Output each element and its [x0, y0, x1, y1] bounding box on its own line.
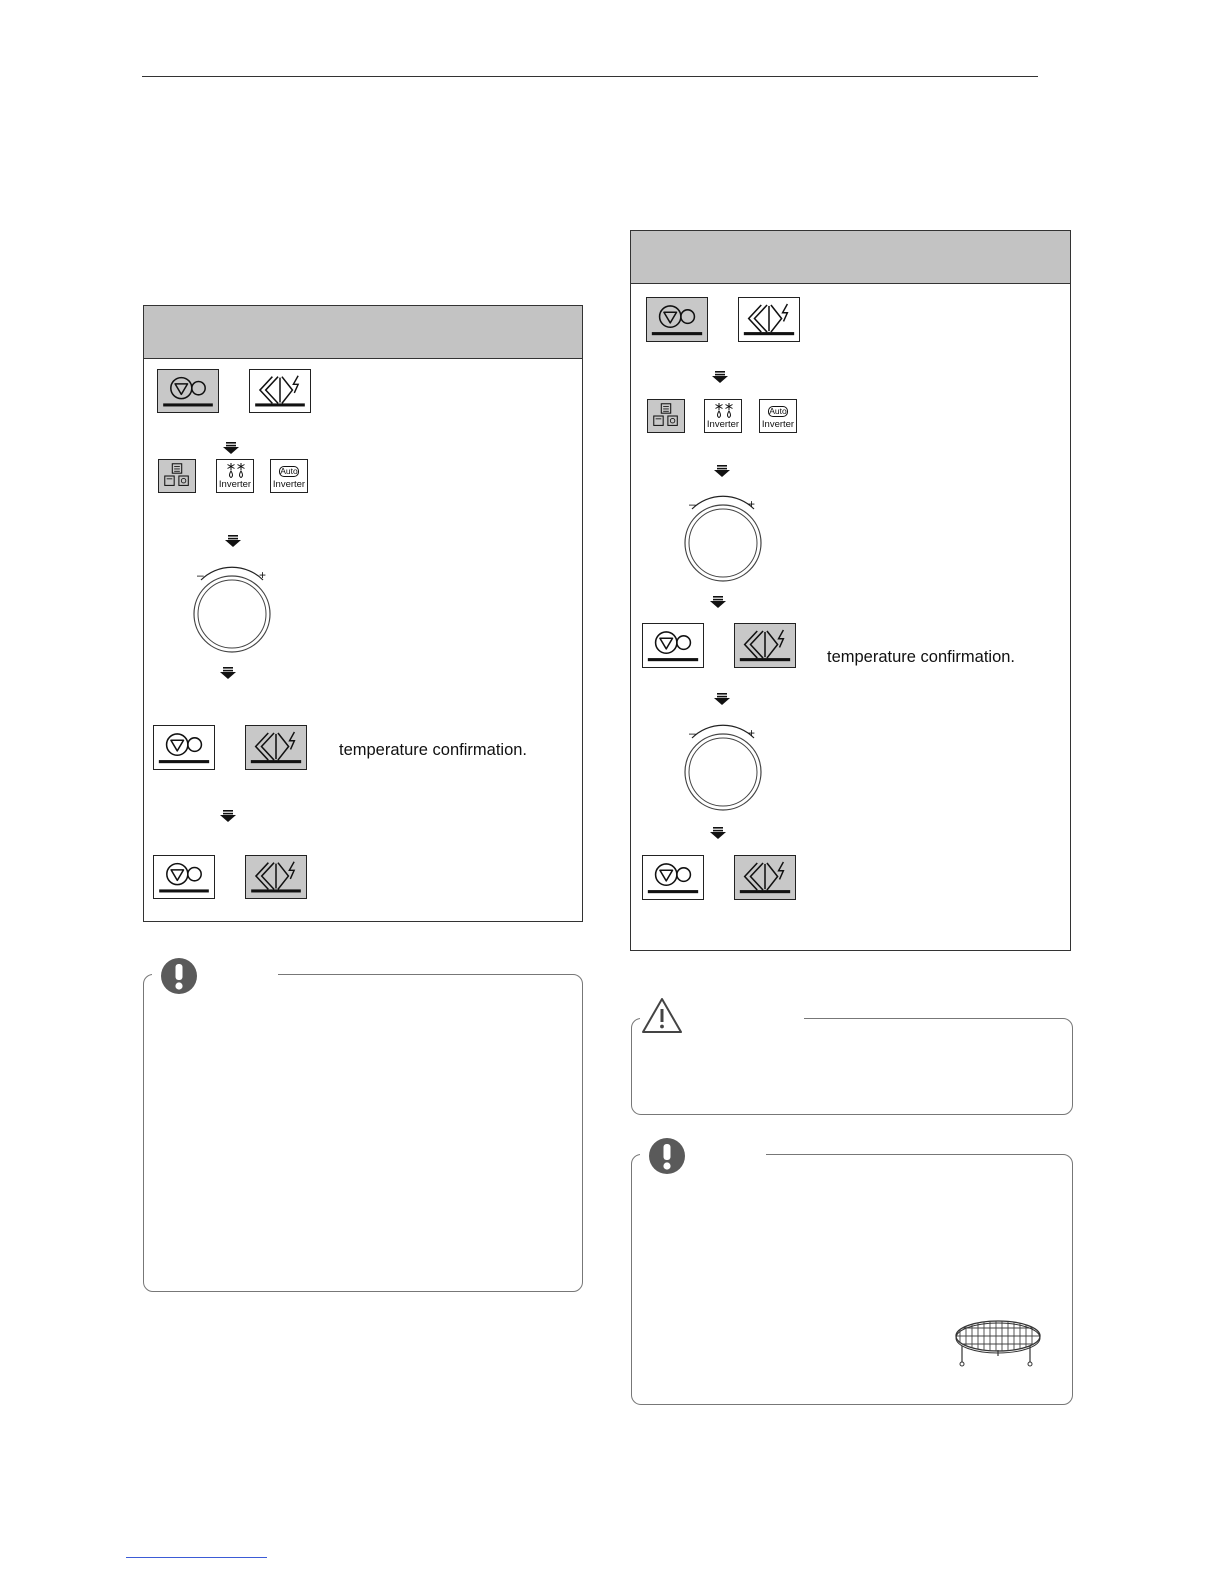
inverter-label: Inverter	[706, 419, 740, 430]
stop-clear-icon	[154, 856, 214, 898]
top-rule	[142, 76, 1038, 77]
stop-clear-icon	[647, 298, 707, 341]
start-icon	[735, 856, 795, 899]
start-icon	[250, 370, 310, 412]
stop-clear-button[interactable]	[153, 855, 215, 899]
stop-clear-button[interactable]	[157, 369, 219, 413]
snowflake-drop-icon	[217, 461, 255, 479]
dial-minus-sign: –	[689, 726, 696, 740]
step-arrow-icon	[712, 371, 728, 383]
inverter-label: Inverter	[761, 419, 795, 430]
step-arrow-icon	[710, 596, 726, 608]
exclamation-icon	[159, 956, 199, 996]
caution-box-right	[631, 1018, 1073, 1115]
inverter-defrost-button[interactable]	[216, 459, 254, 493]
left-cooking-panel	[143, 305, 583, 922]
step-arrow-icon	[223, 442, 239, 454]
dial-minus-sign: –	[197, 568, 204, 582]
grill-rack-illustration	[950, 1316, 1046, 1368]
stop-clear-icon	[643, 624, 703, 667]
oven-mode-button[interactable]	[158, 459, 196, 493]
temperature-confirmation-label: temperature confirmation.	[339, 741, 528, 759]
start-button[interactable]	[734, 855, 796, 900]
step-arrow-icon	[220, 810, 236, 822]
auto-badge: Auto	[280, 466, 298, 476]
inverter-label: Inverter	[218, 479, 252, 490]
dial-plus-sign: +	[259, 568, 267, 582]
left-panel-header	[144, 306, 582, 359]
inverter-label: Inverter	[272, 479, 306, 490]
right-panel-header	[631, 231, 1070, 284]
step-arrow-icon	[714, 465, 730, 477]
start-button[interactable]	[734, 623, 796, 668]
start-button[interactable]	[245, 725, 307, 770]
dial-plus-sign: +	[748, 726, 756, 740]
stop-clear-button[interactable]	[642, 623, 704, 668]
start-button[interactable]	[249, 369, 311, 413]
dial-knob[interactable]	[187, 564, 277, 654]
stop-clear-icon	[154, 726, 214, 769]
stop-clear-icon	[643, 856, 703, 899]
grill-rack-icon	[950, 1316, 1046, 1368]
stop-clear-button[interactable]	[153, 725, 215, 770]
start-button[interactable]	[738, 297, 800, 342]
oven-mode-button[interactable]	[647, 399, 685, 433]
stop-clear-icon	[158, 370, 218, 412]
step-arrow-icon	[225, 535, 241, 547]
oven-mode-icon	[159, 460, 195, 492]
dial-knob[interactable]	[678, 722, 768, 812]
dial-knob[interactable]	[678, 493, 768, 583]
start-icon	[735, 624, 795, 667]
dial-plus-sign: +	[748, 497, 756, 511]
stop-clear-button[interactable]	[646, 297, 708, 342]
snowflake-drop-icon	[705, 401, 743, 419]
start-icon	[739, 298, 799, 341]
auto-inverter-button[interactable]	[270, 459, 308, 493]
dial-minus-sign: –	[689, 497, 696, 511]
footer-link-rule	[126, 1557, 267, 1558]
step-arrow-icon	[220, 667, 236, 679]
inverter-defrost-button[interactable]	[704, 399, 742, 433]
stop-clear-button[interactable]	[642, 855, 704, 900]
start-button[interactable]	[245, 855, 307, 899]
auto-badge: Auto	[769, 406, 787, 416]
temperature-confirmation-label: temperature confirmation.	[827, 648, 1016, 666]
right-cooking-panel	[630, 230, 1071, 951]
step-arrow-icon	[710, 827, 726, 839]
warning-triangle-icon	[641, 997, 683, 1035]
note-box-left	[143, 974, 583, 1292]
exclamation-icon	[647, 1136, 687, 1176]
oven-mode-icon	[648, 400, 684, 432]
start-icon	[246, 856, 306, 898]
start-icon	[246, 726, 306, 769]
auto-inverter-button[interactable]	[759, 399, 797, 433]
step-arrow-icon	[714, 693, 730, 705]
